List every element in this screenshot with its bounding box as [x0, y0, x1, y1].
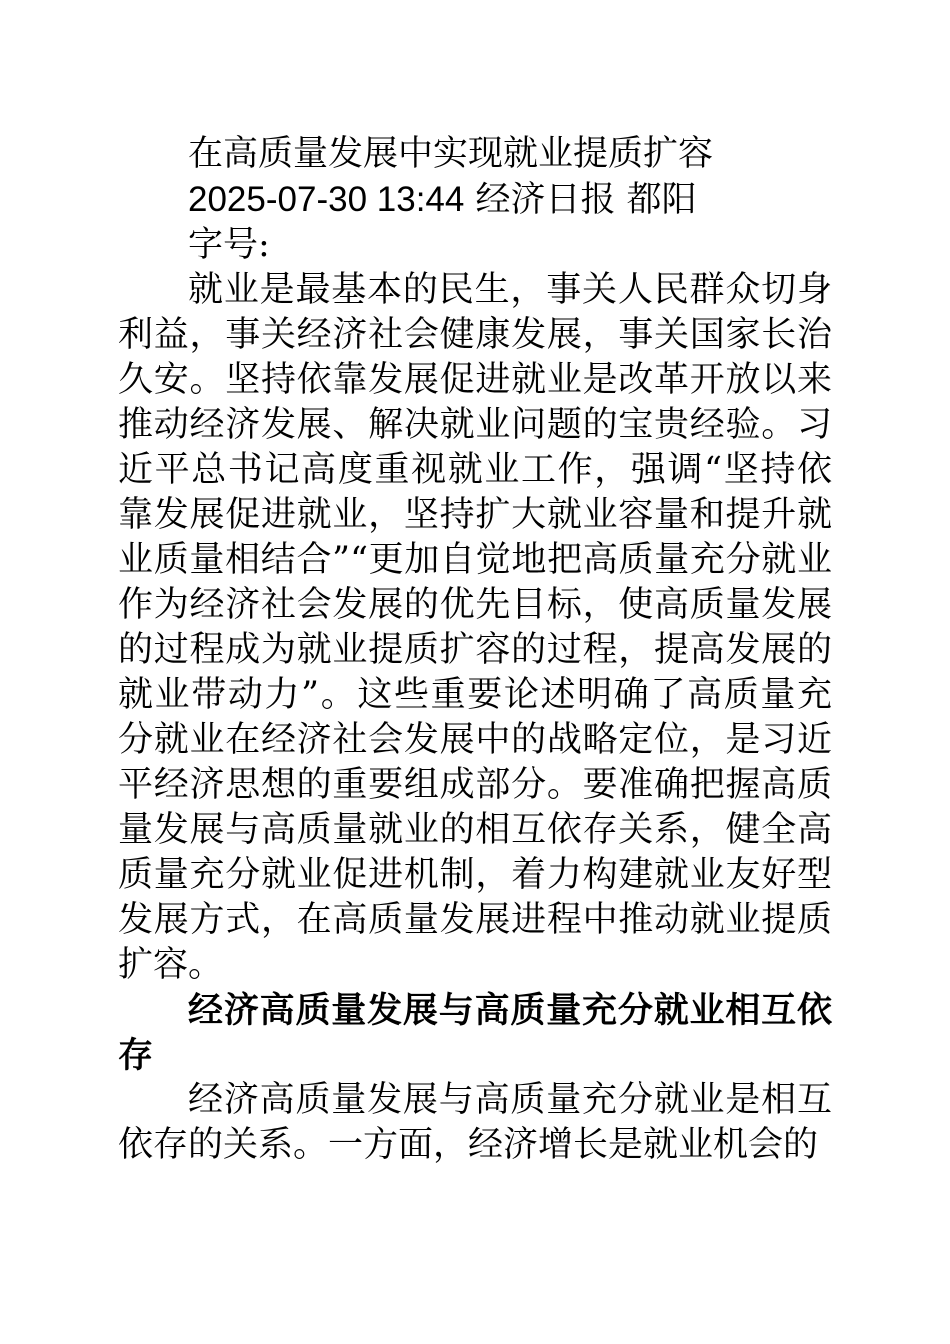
intro-paragraph: 就业是最基本的民生，事关人民群众切身利益，事关经济社会健康发展，事关国家长治久安。坚持依靠发展促进就业是改革开放以来推动经济发展、解决就业问题的宝贵经验。习近平总书记高度重视就业工作，强调“坚持依靠发展促进就业，坚持扩大就业容量和提升就业质量相结合”“更加自觉地把高质量充分就业作为经济社会发展的优先目标，使高质量发展的过程成为就业提质扩容的过程，提高发展的就业带动力”。这些重要论述明确了高质量充分就业在经济社会发展中的战略定位，是习近平经济思想的重要组成部分。要准确把握高质量发展与高质量就业的相互依存关系，健全高质量充分就业促进机制，着力构建就业友好型发展方式，在高质量发展进程中推动就业提质扩容。 — [118, 270, 832, 985]
font-size-label: 字号: — [188, 225, 270, 265]
publication-source: 经济日报 — [475, 180, 616, 220]
article-body — [118, 132, 832, 1168]
section-heading: 经济高质量发展与高质量充分就业相互依存 — [118, 990, 832, 1076]
publish-datetime: 2025-07-30 13:44 — [188, 180, 465, 219]
article-title: 在高质量发展中实现就业提质扩容 — [188, 134, 714, 174]
section-paragraph: 经济高质量发展与高质量充分就业是相互依存的关系。一方面，经济增长是就业机会的 — [118, 1080, 832, 1165]
article-author: 都阳 — [626, 180, 697, 220]
article-meta — [118, 177, 832, 223]
